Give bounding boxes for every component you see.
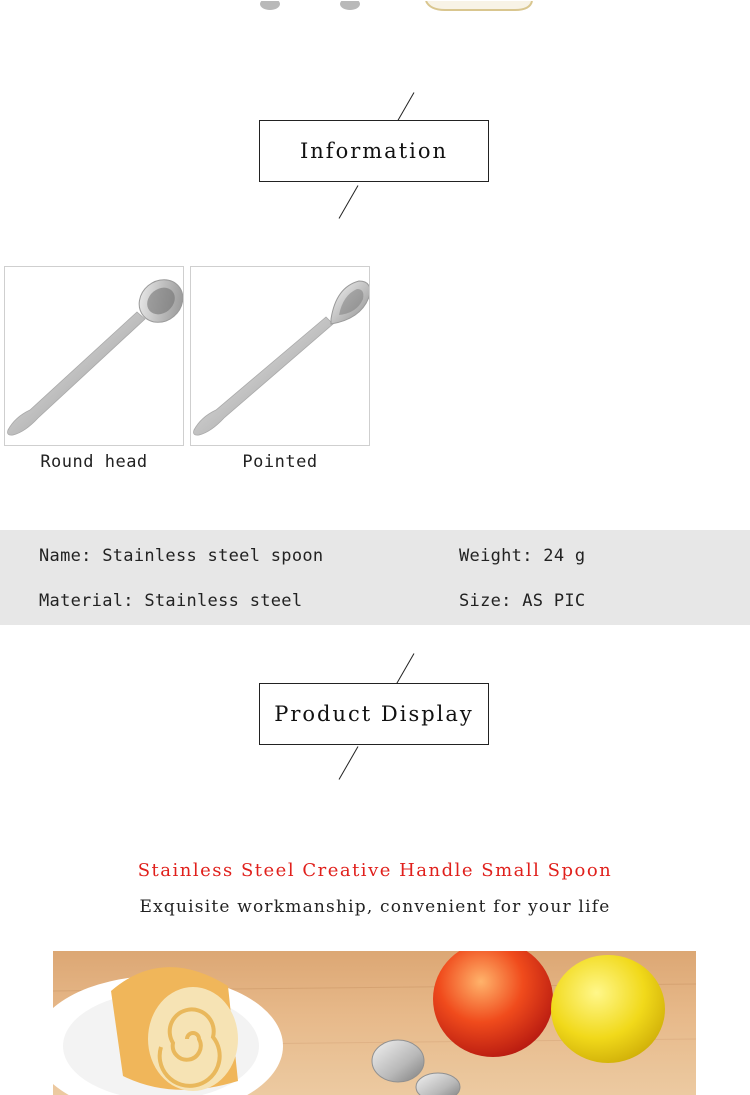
product-display-title-box <box>259 683 489 745</box>
section-title-product-display: Product Display <box>274 702 474 726</box>
pointed-spoon-icon <box>191 267 369 445</box>
cropped-product-image <box>0 1 750 14</box>
spec-size: Size: AS PIC <box>459 591 586 611</box>
option-label-pointed: Pointed <box>242 452 318 472</box>
option-label-round-head: Round head <box>40 452 148 472</box>
title-decor-line-bottom <box>339 185 359 218</box>
title-decor-line-bottom <box>339 746 359 779</box>
spec-material: Material: Stainless steel <box>39 591 303 611</box>
option-round-head[interactable] <box>4 266 184 446</box>
spec-name: Name: Stainless steel spoon <box>39 546 324 566</box>
top-product-strip <box>0 0 750 14</box>
product-tagline: Exquisite workmanship, convenient for your life <box>139 897 611 917</box>
section-title-information: Information <box>299 139 449 163</box>
product-photo-illustration <box>53 951 696 1095</box>
option-pointed[interactable] <box>190 266 370 446</box>
spec-weight: Weight: 24 g <box>459 546 586 566</box>
round-spoon-icon <box>5 267 183 445</box>
spec-band <box>0 530 750 625</box>
product-photo <box>53 951 696 1095</box>
title-decor-line-top <box>395 653 415 686</box>
information-title-box <box>259 120 489 182</box>
product-headline: Stainless Steel Creative Handle Small Spoon <box>137 860 613 881</box>
